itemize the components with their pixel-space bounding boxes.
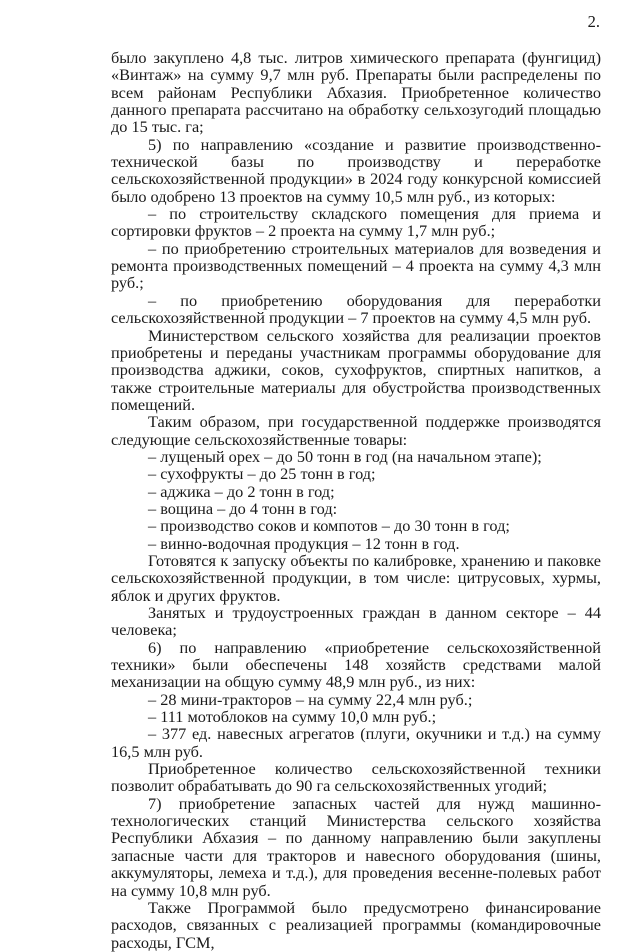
paragraph: Приобретенное количество сельскохозяйственной техники позволит обрабатывать до 90 га сельскохозяйственных угодий;: [111, 759, 601, 796]
paragraph: – по приобретению строительных материалов для возведения и ремонта производственных помещений – 4 проекта на сумму 4,3 млн руб.;: [111, 238, 601, 293]
paragraph: – 377 ед. навесных агрегатов (плуги, окучники и т.д.) на сумму 16,5 млн руб.: [111, 724, 601, 761]
paragraph: Министерством сельского хозяйства для реализации проектов приобретены и переданы участникам программы оборудование для производства аджики, соков, сухофруктов, спиртных напитков, а также строительные материалы для обустройства производственных помещений.: [111, 325, 601, 414]
paragraph: – лущеный орех – до 50 тонн в год (на начальном этапе);: [148, 446, 542, 466]
paragraph: Также Программой было предусмотрено финансирование расходов, связанных с реализацией программы (командировочные расходы, ГСМ,: [111, 897, 601, 952]
paragraph: – винно-водочная продукция – 12 тонн в год.: [148, 533, 460, 553]
paragraph: – 111 мотоблоков на сумму 10,0 млн руб.;: [148, 707, 437, 727]
page-number: 2.: [587, 12, 600, 31]
document-body: [111, 49, 601, 951]
paragraph: – аджика – до 2 тонн в год;: [148, 481, 335, 501]
paragraph: – сухофрукты – до 25 тонн в год;: [148, 464, 376, 484]
paragraph: 5) по направлению «создание и развитие производственно-технической базы по производству и переработке сельскохозяйственной продукции» в 2024 году конкурсной комиссией было одобрено 13 проектов на сумму 10,5 млн руб., из которых:: [111, 134, 601, 206]
paragraph: Таким образом, при государственной поддержке производятся следующие сельскохозяйственные товары:: [111, 412, 601, 449]
paragraph: 6) по направлению «приобретение сельскохозяйственной техники» были обеспечены 148 хозяйств средствами малой механизации на общую сумму 48,9 млн руб., из них:: [111, 637, 601, 692]
paragraph: – вощина – до 4 тонн в год:: [148, 498, 338, 518]
paragraph: – 28 мини-тракторов – на сумму 22,4 млн руб.;: [148, 689, 473, 709]
paragraph: – по строительству складского помещения для приема и сортировки фруктов – 2 проекта на сумму 1,7 млн руб.;: [111, 204, 601, 241]
paragraph: – производство соков и компотов – до 30 тонн в год;: [148, 516, 510, 536]
paragraph: Занятых и трудоустроенных граждан в данном секторе – 44 человека;: [111, 603, 601, 640]
paragraph: – по приобретению оборудования для переработки сельскохозяйственной продукции – 7 проектов на сумму 4,5 млн руб.: [111, 290, 601, 328]
paragraph: было закуплено 4,8 тыс. литров химического препарата (фунгицид) «Винтаж» на сумму 9,7 млн руб. Препараты были распределены по всем районам Республики Абхазия. Приобретенное количество данного препарата рассчитано на обработку сельхозугодий площадью до 15 тыс. га;: [111, 48, 601, 137]
paragraph: Готовятся к запуску объекты по калибровке, хранению и паковке сельскохозяйственной продукции, в том числе: цитрусовых, хурмы, яблок и других фруктов.: [111, 550, 601, 605]
paragraph: 7) приобретение запасных частей для нужд машинно-технологических станций Министерства сельского хозяйства Республики Абхазия – по данному направлению были закуплены запасные части для тракторов и навесного оборудования (шины, аккумуляторы, лемеха и т.д.), для проведения весенне-полевых работ на сумму 10,8 млн руб.: [111, 793, 601, 900]
